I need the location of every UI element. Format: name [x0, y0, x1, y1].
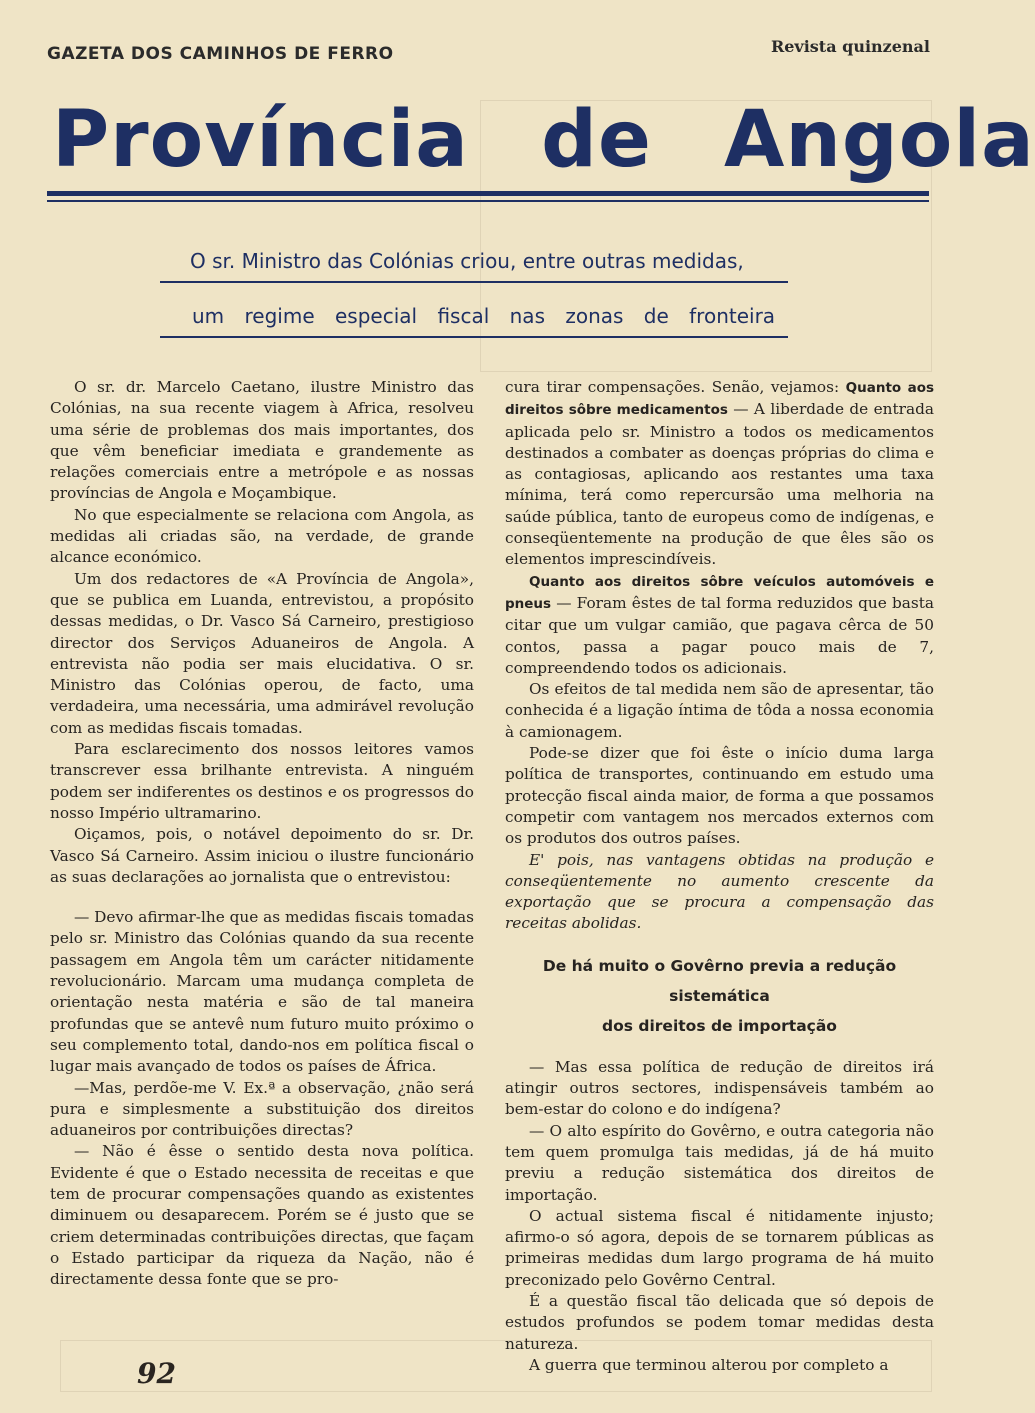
periodicity-label: Revista quinzenal — [770, 37, 930, 56]
subtitle-rule-2 — [160, 336, 788, 338]
page-number: 92 — [137, 1357, 176, 1390]
paragraph: — Não é êsse o sentido desta nova política. Evidente é que o Estado necessita de receitas e que tem de procurar compensações quando as existentes diminuem ou desaparecem. Porém se é justo que se criem determinadas contribuições directas, que façam o Estado participar da riqueza da Nação, não é directamente dessa fonte que se pro- — [50, 1142, 474, 1289]
title-word: de — [541, 95, 652, 185]
paragraph: É a questão fiscal tão delicada que só depois de estudos profundos se podem tomar medidas desta natureza. — [505, 1291, 934, 1353]
paragraph: — Mas essa política de redução de direitos irá atingir outros sectores, indispensáveis também ao bem-estar do colono e do indígena? — [505, 1057, 934, 1119]
subtitle-line-1: O sr. Ministro das Colónias criou, entre outras medidas, — [190, 249, 744, 273]
inline-heading: Quanto aos direitos sôbre medicamentos — [505, 380, 935, 419]
section-heading-line: De há muito o Govêrno previa a redução sistemática — [542, 956, 897, 1005]
paragraph: No que especialmente se relaciona com Angola, as medidas ali criadas são, na verdade, de grande alcance económico. — [50, 505, 474, 567]
right-column — [505, 377, 934, 1376]
paragraph: O sr. dr. Marcelo Caetano, ilustre Ministro das Colónias, na sua recente viagem à Africa, resolveu uma série de problemas dos mais importantes, dos que vêm beneficiar imediata e grandemente as relações comerciais entre a metrópole e as nossas províncias de Angola e Moçambique. — [50, 378, 474, 503]
section-heading-line: dos direitos de importação — [602, 1016, 837, 1035]
paragraph-text: cura tirar compensações. Senão, vejamos: — [505, 378, 846, 396]
subtitle-line-2: um regime especial fiscal nas zonas de fronteira — [192, 304, 776, 328]
paragraph: — Devo afirmar-lhe que as medidas fiscais tomadas pelo sr. Ministro das Colónias quando da sua recente passagem em Angola têm um carácter nitidamente revolucionário. Marcam uma mudança completa de orientação nesta matéria e são de tal maneira profundas que se antevê num futuro muito próximo o seu complemento total, dando-nos em política fiscal o lugar mais avançado de todos os países de África. — [50, 908, 474, 1076]
paragraph: —Mas, perdõe-me V. Ex.ª a observação, ¿não será pura e simplesmente a substituição dos direitos aduaneiros por contribuições directas? — [50, 1078, 474, 1140]
paragraph-text: — Foram êstes de tal forma reduzidos que basta citar que um vulgar camião, que pagava cêrca de 50 contos, passa a pagar pouco mais de 7, compreendendo todos os adicionais. — [505, 593, 934, 677]
paragraph: Um dos redactores de «A Província de Angola», que se publica em Luanda, entrevistou, a propósito dessas medidas, o Dr. Vasco Sá Carneiro, prestigioso director dos Serviços Aduaneiros de Angola. A entrevista não podia ser mais elucidativa. O sr. Ministro das Colónias operou, de facto, uma verdadeira, uma necessária, uma admirável revolução com as medidas fiscais tomadas. — [50, 569, 474, 737]
section-heading — [505, 951, 934, 1041]
paragraph-text: — A liberdade de entrada aplicada pelo sr. Ministro a todos os medicamentos destinados a combater as doenças próprias do clima e as contagiosas, aplicando aos restantes uma taxa mínima, terá como repercursão uma melhoria na saúde pública, tanto de europeus como de indígenas, e conseqüentemente na produção de que êles são os elementos imprescindíveis. — [505, 400, 934, 569]
paragraph: Para esclarecimento dos nossos leitores vamos transcrever essa brilhante entrevista. A ninguém podem ser indiferentes os destinos e os progressos do nosso Império ultramarino. — [50, 740, 474, 822]
inline-heading: Quanto aos direitos sôbre veículos automóveis e pneus — [505, 573, 934, 612]
paragraph: — O alto espírito do Govêrno, e outra categoria não tem quem promulga tais medidas, já de há muito previu a redução sistemática dos direitos de importação. — [505, 1121, 934, 1204]
paragraph — [505, 571, 934, 679]
paragraph: A guerra que terminou alterou por completo a — [529, 1355, 889, 1374]
paragraph: Pode-se dizer que foi êste o início duma larga política de transportes, continuando em estudo uma protecção fiscal ainda maior, de forma a que possamos competir com vantagem nos mercados externos com os produtos dos outros países. — [505, 744, 934, 848]
title-word: Angola — [724, 95, 1035, 185]
publication-name: GAZETA DOS CAMINHOS DE FERRO — [47, 44, 394, 64]
paragraph: Oiçamos, pois, o notável depoimento do sr. Dr. Vasco Sá Carneiro. Assim iniciou o ilustre funcionário as suas declarações ao jornalista que o entrevistou: — [50, 825, 474, 886]
paragraph — [505, 377, 934, 571]
paragraph: E' pois, nas vantagens obtidas na produção e conseqüentemente no aumento crescente da exportação que se procura a compensação das receitas abolidas. — [505, 850, 934, 933]
article-title — [52, 90, 1035, 190]
title-rule-thin — [47, 200, 929, 202]
title-rule-thick — [47, 191, 929, 196]
paragraph: Os efeitos de tal medida nem são de apresentar, tão conhecida é a ligação íntima de tôda a nossa economia à camionagem. — [505, 680, 934, 741]
paragraph: O actual sistema fiscal é nitidamente injusto; afirmo-o só agora, depois de se tornarem públicas as primeiras medidas dum largo programa de há muito preconizado pelo Govêrno Central. — [505, 1206, 934, 1289]
title-word: Província — [52, 95, 469, 185]
left-column — [50, 377, 474, 1290]
subtitle-rule-1 — [160, 281, 788, 283]
